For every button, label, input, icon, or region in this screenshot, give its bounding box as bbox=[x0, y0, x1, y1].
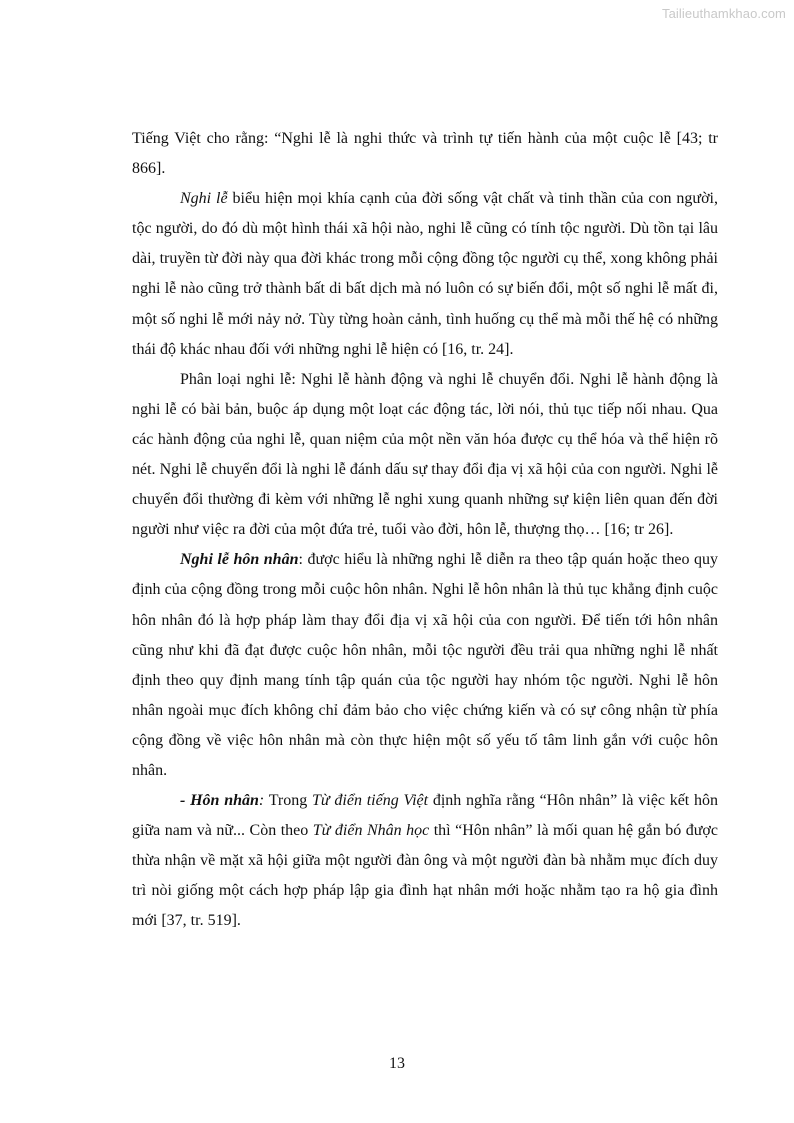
paragraph-2-text: biểu hiện mọi khía cạnh của đời sống vật chất và tinh thần của con người, tộc người, do đó dù một hình thái xã hội nào, nghi lễ cũng có tính tộc người. Dù tồn tại lâu dài, truyền từ đời này qua đời khác trong mỗi cộng đồng tộc người cụ thể, xong không phải nghi lễ nào cũng trở thành bất di bất dịch mà nó luôn có sự biến đổi, một số nghi lễ mất đi, một số nghi lễ mới nảy nở. Tùy từng hoàn cảnh, tình huống cụ thể mà mỗi thế hệ có những thái độ khác nhau đối với những nghi lễ hiện có [16, tr. 24]. bbox=[132, 190, 719, 358]
paragraph-5-text-a: Trong bbox=[264, 792, 313, 810]
book-title-tu-dien-nhan-hoc: Từ điển Nhân học bbox=[312, 822, 430, 840]
paragraph-5-text-c: thì “Hôn nhân” là mối quan hệ gắn bó được thừa nhận về mặt xã hội giữa một người đàn ông và một người đàn bà nhằm mục đích duy trì nòi giống một cách hợp pháp lập gia đình hạt nhân mới hoặc nhằm tạo ra hộ gia đình mới [37, tr. 519]. bbox=[132, 822, 718, 930]
paragraph-1: Tiếng Việt cho rằng: “Nghi lễ là nghi thức và trình tự tiến hành của một cuộc lễ [43; tr 866]. bbox=[132, 130, 718, 178]
watermark: Tailieuthamkhao.com bbox=[661, 6, 786, 21]
page-number: 13 bbox=[389, 1055, 405, 1072]
term-nghi-le: Nghi lễ bbox=[180, 190, 228, 208]
document-body bbox=[132, 124, 718, 937]
term-colon: : bbox=[258, 792, 265, 810]
paragraph-5 bbox=[132, 786, 718, 936]
paragraph-4 bbox=[132, 545, 718, 786]
term-nghi-le-hon-nhan: Nghi lễ hôn nhân bbox=[180, 551, 299, 569]
book-title-tu-dien-tieng-viet: Từ điển tiếng Việt bbox=[312, 792, 429, 810]
paragraph-2 bbox=[132, 184, 718, 365]
term-hon-nhan: - Hôn nhân bbox=[180, 792, 259, 810]
paragraph-3: Phân loại nghi lễ: Nghi lễ hành động và nghi lễ chuyển đổi. Nghi lễ hành động là nghi lễ có bài bản, buộc áp dụng một loạt các động tác, lời nói, thủ tục tiếp nối nhau. Qua các hành động của nghi lễ, quan niệm của một nền văn hóa được cụ thể hóa và thể hiện rõ nét. Nghi lễ chuyển đổi là nghi lễ đánh dấu sự thay đổi địa vị xã hội của con người. Nghi lễ chuyển đổi thường đi kèm với những lễ nghi xung quanh những sự kiện liên quan đến đời người như việc ra đời của một đứa trẻ, tuổi vào đời, hôn lễ, thượng thọ… [16; tr 26]. bbox=[132, 370, 718, 539]
paragraph-5-text-b: định nghĩa rằng “Hôn nhân” là việc kết hôn giữa nam và nữ... Còn theo bbox=[132, 792, 719, 840]
paragraph-4-text: : được hiểu là những nghi lễ diễn ra theo tập quán hoặc theo quy định của cộng đồng trong mỗi cuộc hôn nhân. Nghi lễ hôn nhân là thủ tục khẳng định cuộc hôn nhân đó là hợp pháp làm thay đổi địa vị xã hội của con người. Để tiến tới hôn nhân cũng như khi đã đạt được cuộc hôn nhân, mỗi tộc người đều trải qua những nghi lễ nhất định theo quy định mang tính tập quán của tộc người hay nhóm tộc người. Nghi lễ hôn nhân ngoài mục đích không chỉ đảm bảo cho việc chứng kiến và có sự công nhận từ phía cộng đồng về việc hôn nhân mà còn thực hiện một số yếu tố tâm linh gắn với cuộc hôn nhân. bbox=[132, 551, 719, 779]
